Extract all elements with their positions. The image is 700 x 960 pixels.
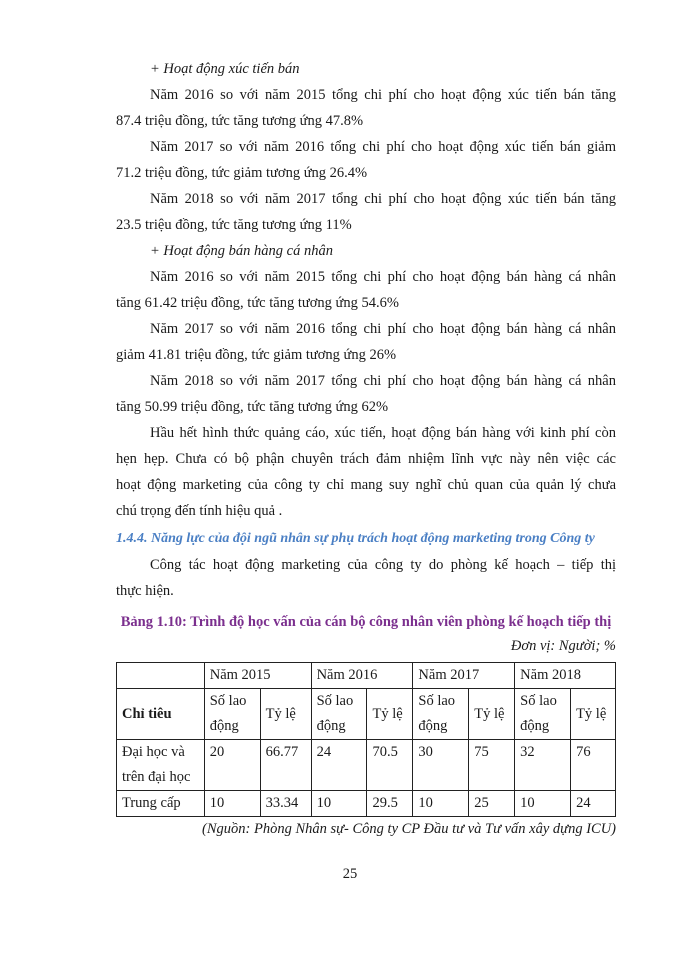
table-cell: 24 <box>571 791 616 817</box>
col-header-rate: Tỷ lệ <box>571 689 616 740</box>
table-corner <box>117 663 205 689</box>
table-cell: 30 <box>413 740 469 791</box>
education-table <box>116 662 616 817</box>
paragraph-line: Năm 2017 so với năm 2016 tổng chi phí cho hoạt động bán hàng cá nhân <box>150 321 616 337</box>
paragraph-line: 23.5 triệu đồng, tức tăng tương ứng 11% <box>116 217 352 233</box>
paragraph-line: Năm 2016 so với năm 2015 tổng chi phí cho hoạt động xúc tiến bán tăng <box>150 87 616 103</box>
paragraph-line: giảm 41.81 triệu đồng, tức giảm tương ứng 26% <box>116 347 397 363</box>
col-header-rate: Tỷ lệ <box>260 689 311 740</box>
table-cell: 29.5 <box>367 791 413 817</box>
table-source: (Nguồn: Phòng Nhân sự- Công ty CP Đầu tư và Tư vấn xây dựng ICU) <box>202 821 616 837</box>
table-cell: 10 <box>413 791 469 817</box>
paragraph-line: Công tác hoạt động marketing của công ty do phòng kế hoạch – tiếp thị <box>150 557 616 573</box>
paragraph-line: tăng 50.99 triệu đồng, tức tăng tương ứng 62% <box>116 399 389 415</box>
col-header-rate: Tỷ lệ <box>469 689 515 740</box>
paragraph-line: hẹn hẹp. Chưa có bộ phận chuyên trách đảm nhiệm lĩnh vực này nên việc các <box>116 451 616 467</box>
col-header-count: Số lao động <box>311 689 367 740</box>
table-cell: 10 <box>204 791 260 817</box>
table-cell: 10 <box>311 791 367 817</box>
row-label: Trung cấp <box>117 791 205 817</box>
paragraph-line: Năm 2017 so với năm 2016 tổng chi phí cho hoạt động xúc tiến bán giảm <box>150 139 616 155</box>
table-cell: 24 <box>311 740 367 791</box>
table-cell: 66.77 <box>260 740 311 791</box>
paragraph-line: Năm 2018 so với năm 2017 tổng chi phí cho hoạt động xúc tiến bán tăng <box>150 191 616 207</box>
table-cell: 75 <box>469 740 515 791</box>
paragraph-line: Năm 2016 so với năm 2015 tổng chi phí cho hoạt động bán hàng cá nhân <box>150 269 616 285</box>
paragraph-line: 71.2 triệu đồng, tức giảm tương ứng 26.4% <box>116 165 368 181</box>
row-label-header: Chỉ tiêu <box>117 689 205 740</box>
subheading-sales-promotion: + Hoạt động xúc tiến bán <box>150 61 300 77</box>
table-cell: 10 <box>515 791 571 817</box>
table-header-years <box>117 663 616 689</box>
paragraph-line: hoạt động marketing của công ty chỉ mang suy nghĩ chủ quan của quản lý chưa <box>116 477 616 493</box>
page-number: 25 <box>342 866 358 882</box>
table-row <box>117 740 616 791</box>
table-cell: 25 <box>469 791 515 817</box>
year-header: Năm 2016 <box>311 663 413 689</box>
table-cell: 20 <box>204 740 260 791</box>
table-cell: 76 <box>571 740 616 791</box>
col-header-rate: Tỷ lệ <box>367 689 413 740</box>
paragraph-line: thực hiện. <box>116 583 174 599</box>
paragraph-line: Hầu hết hình thức quảng cáo, xúc tiến, hoạt động bán hàng với kinh phí còn <box>150 425 616 441</box>
table-header-columns <box>117 689 616 740</box>
year-header: Năm 2018 <box>515 663 616 689</box>
table-cell: 33.34 <box>260 791 311 817</box>
table-title: Bảng 1.10: Trình độ học vấn của cán bộ công nhân viên phòng kế hoạch tiếp thị <box>120 614 612 630</box>
document-page <box>116 56 616 841</box>
subheading-personal-selling: + Hoạt động bán hàng cá nhân <box>150 243 333 259</box>
table-cell: 70.5 <box>367 740 413 791</box>
table-unit: Đơn vị: Người; % <box>510 638 616 654</box>
year-header: Năm 2015 <box>204 663 311 689</box>
col-header-count: Số lao động <box>515 689 571 740</box>
paragraph-line: chú trọng đến tính hiệu quả . <box>116 503 283 519</box>
col-header-count: Số lao động <box>204 689 260 740</box>
table-row <box>117 791 616 817</box>
col-header-count: Số lao động <box>413 689 469 740</box>
paragraph-line: Năm 2018 so với năm 2017 tổng chi phí cho hoạt động bán hàng cá nhân <box>150 373 616 389</box>
section-heading: 1.4.4. Năng lực của đội ngũ nhân sự phụ trách hoạt động marketing trong Công ty <box>116 531 595 546</box>
paragraph-line: tăng 61.42 triệu đồng, tức tăng tương ứng 54.6% <box>116 295 399 311</box>
year-header: Năm 2017 <box>413 663 515 689</box>
paragraph-line: 87.4 triệu đồng, tức tăng tương ứng 47.8% <box>116 113 364 129</box>
table-cell: 32 <box>515 740 571 791</box>
row-label: Đại học và trên đại học <box>117 740 205 791</box>
